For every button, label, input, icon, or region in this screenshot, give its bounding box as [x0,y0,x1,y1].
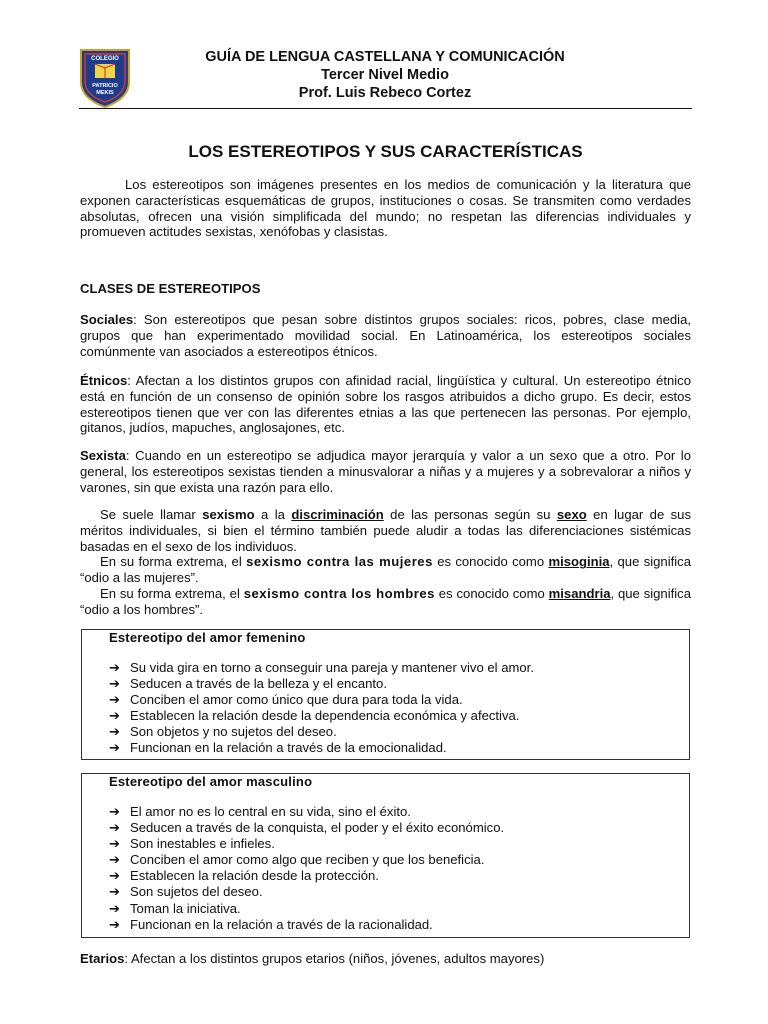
misandria-text: es conocido como [434,585,549,601]
list-item-text: Seducen a través de la belleza y el encanto. [130,676,387,692]
list-item-text: Establecen la relación desde la dependencia económica y afectiva. [130,708,520,724]
logo-text-patricio: PATRICIO [92,83,118,89]
arrow-right-icon: ➔ [109,852,120,868]
list-item [109,660,534,676]
sociales-term: Sociales [80,312,134,327]
sexismo-hombres-term: sexismo contra los hombres [243,585,435,601]
arrow-right-icon: ➔ [109,724,120,740]
etnicos-term: Étnicos [80,373,128,388]
sexo-term: sexo [556,507,587,522]
sociales-text: : Son estereotipos que pesan sobre distintos grupos sociales: ricos, pobres, clase media, grupos que han experimentado movilidad social. En Latinoamérica, los estereotipos sociales comúnmente van asociados a estereotipos étnicos. [80,312,691,359]
logo-text-mekis: MEKIS [96,90,114,96]
etnicos-text: : Afectan a los distintos grupos con afinidad racial, lingüística y cultural. Un estereotipo étnico está en función de un consenso de opinión sobre los rasgos atribuidos a dicho grupo. Es decir, estos estereotipos tienen que ver con las diferentes etnias a las que pertenecen las personas. Por ejemplo, gitanos, judíos, mapuches, anglosajones, etc. [80,373,691,436]
arrow-right-icon: ➔ [109,836,120,852]
list-item-text: Conciben el amor como algo que reciben y que los beneficia. [130,852,485,868]
arrow-right-icon: ➔ [109,676,120,692]
arrow-right-icon: ➔ [109,916,120,932]
arrow-right-icon: ➔ [109,804,120,819]
list-item-text: Su vida gira en torno a conseguir una pareja y mantener vivo el amor. [130,660,534,675]
list-item-text: Son objetos y no sujetos del deseo. [130,724,337,740]
sociales-paragraph [80,312,691,359]
list-item-text: Establecen la relación desde la protección. [130,868,379,884]
list-item [109,820,504,836]
list-item-text: Son sujetos del deseo. [130,884,263,900]
list-item [109,901,504,917]
box-amor-masculino [81,773,690,938]
arrow-right-icon: ➔ [109,692,120,708]
misandria-text: , que significa “odio a los hombres”. [80,585,692,617]
box-femenino-title: Estereotipo del amor femenino [109,630,306,645]
intro-paragraph [80,177,691,240]
sexista-term: Sexista [80,448,126,463]
list-item [109,868,504,884]
clases-heading: CLASES DE ESTEREOTIPOS [80,281,261,296]
header-level: Tercer Nivel Medio [321,67,449,83]
list-item [109,692,534,708]
box-amor-femenino [81,629,690,760]
header-guide-title: GUÍA DE LENGUA CASTELLANA Y COMUNICACIÓN [205,49,565,65]
sexismo-text: Se suele llamar [100,507,203,522]
arrow-right-icon: ➔ [109,708,120,724]
list-item [109,852,504,868]
misoginia-term: misoginia [548,554,610,570]
sexismo-paragraph [80,507,691,618]
list-item [109,804,504,820]
list-item-text: Funcionan en la relación a través de la emocionalidad. [130,740,447,756]
list-item [109,917,504,933]
sexismo-text: de las personas según su [383,507,557,522]
intro-text: Los estereotipos son imágenes presentes en los medios de comunicación y la literatura que exponen características esquemáticas de grupos, instituciones o cosas. Se transmiten como verdades absolutas, ofrecen una visión simplificada del mundo; no respetan las diferencias individuales y promueven actitudes sexistas, xenófobas y clasistas. [80,177,691,240]
misoginia-text: es conocido como [432,554,549,570]
sexismo-term: sexismo [202,507,255,522]
sexista-text: : Cuando en un estereotipo se adjudica mayor jerarquía y valor a un sexo que a otro. Por lo general, los estereotipos sexistas tienden a minusvalorar a niñas y a mujeres y a sobrevalorar a niños y varones, sin que exista una razón para ello. [80,448,691,495]
sexismo-mujeres-term: sexismo contra las mujeres [246,554,433,570]
etnicos-paragraph [80,373,691,436]
sexismo-text: en lugar de sus méritos individuales, si bien el término también puede aludir a todas las diferenciaciones sistémicas basadas en el sexo de los individuos. [80,507,692,554]
page-title: LOS ESTEREOTIPOS Y SUS CARACTERÍSTICAS [188,142,583,161]
box-masculino-title: Estereotipo del amor masculino [109,774,313,789]
masculino-list [109,804,504,933]
list-item [109,884,504,900]
etarios-paragraph [80,951,691,967]
arrow-right-icon: ➔ [109,900,120,916]
misoginia-text: , que significa “odio a las mujeres”. [80,554,691,586]
list-item-text: El amor no es lo central en su vida, sino el éxito. [130,804,411,819]
list-item-text: Funcionan en la relación a través de la racionalidad. [130,916,433,932]
logo-text-colegio: COLEGIO [91,56,119,62]
school-crest-logo [79,48,131,108]
misandria-text: En su forma extrema, el [100,585,244,601]
list-item [109,836,504,852]
etarios-text: : Afectan a los distintos grupos etarios (niños, jóvenes, adultos mayores) [124,951,545,966]
arrow-right-icon: ➔ [109,740,120,756]
list-item-text: Son inestables e infieles. [130,836,275,852]
arrow-right-icon: ➔ [109,884,120,900]
misoginia-text: En su forma extrema, el [100,554,247,570]
discriminacion-term: discriminación [291,507,384,522]
etarios-term: Etarios [80,951,125,966]
list-item-text: Conciben el amor como único que dura para toda la vida. [130,692,463,708]
femenino-list [109,660,534,757]
list-item [109,708,534,724]
sexismo-text: a la [254,507,292,522]
header-teacher: Prof. Luis Rebeco Cortez [298,85,472,101]
header-divider [79,108,692,109]
misandria-term: misandria [548,585,611,601]
list-item-text: Toman la iniciativa. [130,900,241,916]
list-item [109,676,534,692]
sexista-paragraph [80,448,691,495]
arrow-right-icon: ➔ [109,660,120,675]
list-item-text: Seducen a través de la conquista, el poder y el éxito económico. [130,820,505,836]
arrow-right-icon: ➔ [109,868,120,884]
arrow-right-icon: ➔ [109,820,120,836]
list-item [109,740,534,756]
list-item [109,724,534,740]
